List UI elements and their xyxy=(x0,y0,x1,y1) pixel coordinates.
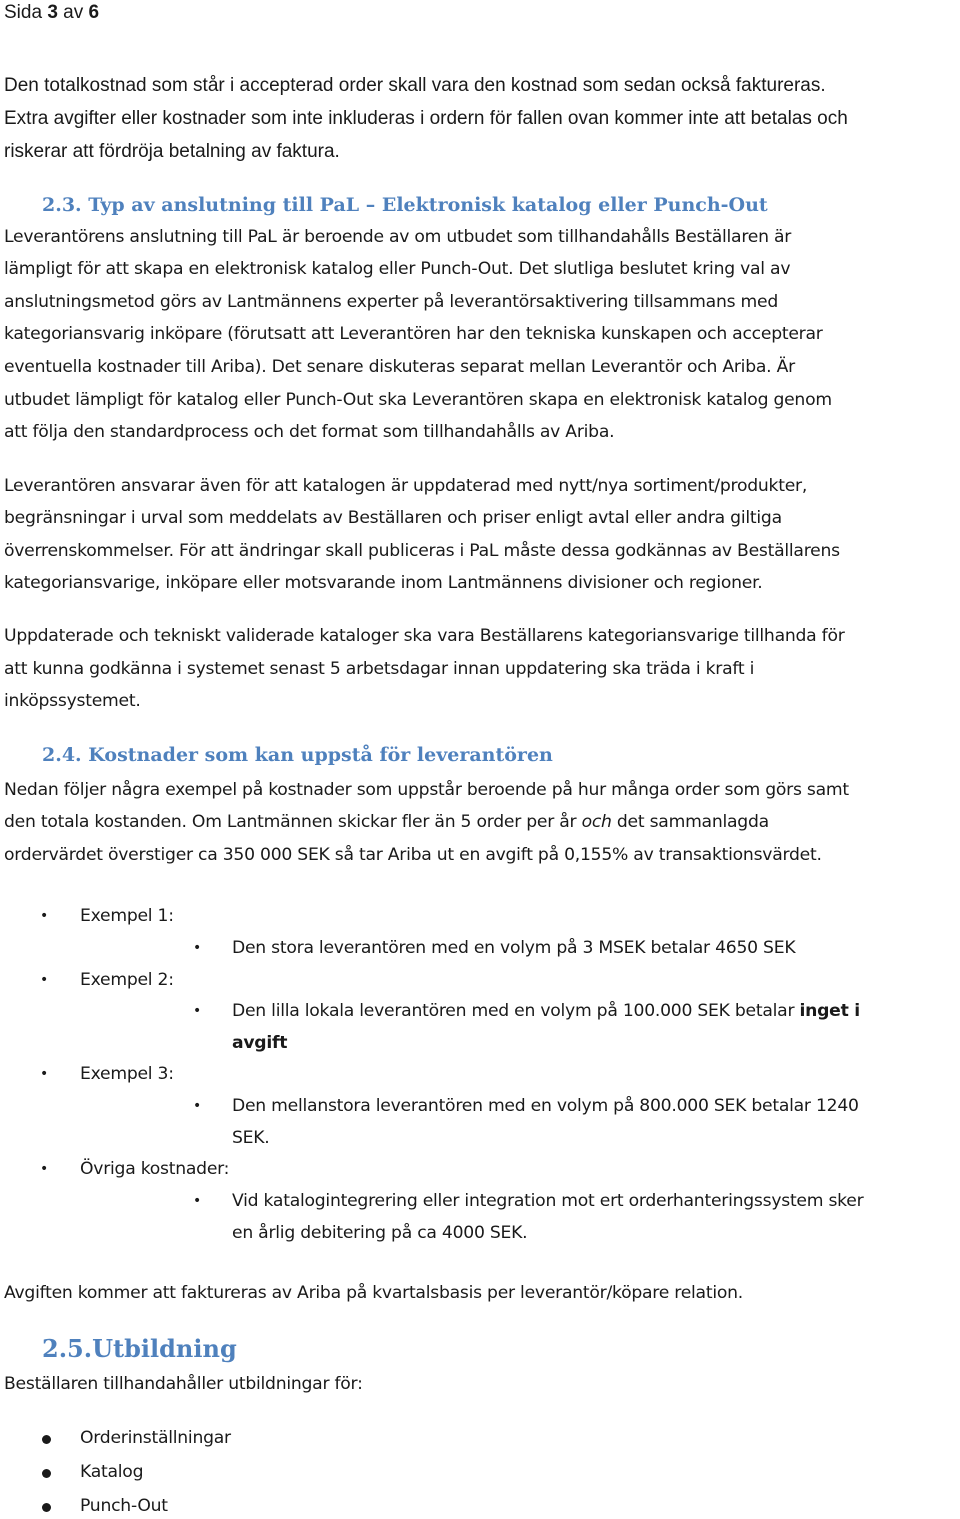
training-intro: Beställaren tillhandahåller utbildningar för: xyxy=(4,1374,363,1394)
section-2-5-heading: 2.5.Utbildning xyxy=(42,1334,237,1363)
s23-p2-line: kategoriansvarige, inköpare eller motsvarande inom Lantmännens divisioner och regioner. xyxy=(4,573,763,593)
intro-line: Den totalkostnad som står i accepterad order skall vara den kostnad som sedan också faktureras. xyxy=(4,75,826,96)
intro-line: Extra avgifter eller kostnader som inte inkluderas i ordern för fallen ovan kommer inte att betalas och xyxy=(4,108,848,129)
bullet-marker xyxy=(42,1435,51,1444)
s23-p1-line: att följa den standardprocess och det format som tillhandahålls av Ariba. xyxy=(4,422,615,442)
training-item: Katalog xyxy=(80,1462,144,1482)
s23-p3-line: att kunna godkänna i systemet senast 5 arbetsdagar innan uppdatering ska träda i kraft i xyxy=(4,659,755,679)
example-2-text-cont: avgift xyxy=(232,1033,288,1053)
example-1-label: Exempel 1: xyxy=(80,906,174,926)
s24-p1-line: ordervärdet överstiger ca 350 000 SEK så tar Ariba ut en avgift på 0,155% av transaktionsvärdet. xyxy=(4,845,822,865)
example-3-label: Exempel 3: xyxy=(80,1064,174,1084)
closing-text: Avgiften kommer att faktureras av Ariba på kvartalsbasis per leverantör/köpare relation. xyxy=(4,1283,743,1303)
section-2-4-heading: 2.4. Kostnader som kan uppstå för leverantören xyxy=(42,744,553,766)
bullet-marker: • xyxy=(40,972,49,988)
example-3-text-cont: SEK. xyxy=(232,1128,270,1148)
other-costs-label: Övriga kostnader: xyxy=(80,1159,230,1179)
bullet-marker: • xyxy=(193,1003,202,1019)
bullet-marker: • xyxy=(193,940,202,956)
s23-p3-line: inköpssystemet. xyxy=(4,691,141,711)
s23-p2-line: begränsningar i urval som meddelats av Beställaren och priser enligt avtal eller andra giltiga xyxy=(4,508,782,528)
bullet-marker: • xyxy=(40,1161,49,1177)
s23-p1-line: lämpligt för att skapa en elektronisk katalog eller Punch-Out. Det slutliga beslutet kring val av xyxy=(4,259,791,279)
other-costs-text: Vid katalogintegrering eller integration mot ert orderhanteringssystem sker xyxy=(232,1191,864,1211)
other-costs-text-cont: en årlig debitering på ca 4000 SEK. xyxy=(232,1223,528,1243)
training-item: Punch-Out xyxy=(80,1496,168,1516)
s24-p1-line: Nedan följer några exempel på kostnader som uppstår beroende på hur många order som görs samt xyxy=(4,780,849,800)
bullet-marker: • xyxy=(193,1098,202,1114)
example-2-label: Exempel 2: xyxy=(80,970,174,990)
bullet-marker: • xyxy=(40,1066,49,1082)
s23-p3-line: Uppdaterade och tekniskt validerade kataloger ska vara Beställarens kategoriansvarige tillhanda för xyxy=(4,626,845,646)
s23-p1-line: eventuella kostnader till Ariba). Det senare diskuteras separat mellan Leverantör och Ariba. Är xyxy=(4,357,795,377)
s23-p1-line: anslutningsmetod görs av Lantmännens experter på leverantörsaktivering tillsammans med xyxy=(4,292,778,312)
intro-line: riskerar att fördröja betalning av faktura. xyxy=(4,141,340,162)
s23-p1-line: kategoriansvarig inköpare (förutsatt att Leverantören har den tekniska kunskapen och accepterar xyxy=(4,324,823,344)
example-1-text: Den stora leverantören med en volym på 3 MSEK betalar 4650 SEK xyxy=(232,938,796,958)
s23-p1-line: Leverantörens anslutning till PaL är beroende av om utbudet som tillhandahålls Beställaren är xyxy=(4,227,792,247)
bullet-marker: • xyxy=(40,908,49,924)
s23-p1-line: utbudet lämpligt för katalog eller Punch-Out ska Leverantören skapa en elektronisk katalog genom xyxy=(4,390,832,410)
bullet-marker: • xyxy=(193,1193,202,1209)
example-2-text: Den lilla lokala leverantören med en volym på 100.000 SEK betalar inget i xyxy=(232,1001,860,1021)
s23-p2-line: överrenskommelser. För att ändringar skall publiceras i PaL måste dessa godkännas av Beställarens xyxy=(4,541,840,561)
s24-p1-line: den totala kostanden. Om Lantmännen skickar fler än 5 order per år och det sammanlagda xyxy=(4,812,769,832)
page-number: Sida 3 av 6 xyxy=(4,2,100,23)
bullet-marker xyxy=(42,1503,51,1512)
s23-p2-line: Leverantören ansvarar även för att katalogen är uppdaterad med nytt/nya sortiment/produkter, xyxy=(4,476,808,496)
section-2-3-heading: 2.3. Typ av anslutning till PaL – Elektronisk katalog eller Punch-Out xyxy=(42,194,768,216)
training-item: Orderinställningar xyxy=(80,1428,231,1448)
bullet-marker xyxy=(42,1469,51,1478)
example-3-text: Den mellanstora leverantören med en volym på 800.000 SEK betalar 1240 xyxy=(232,1096,859,1116)
